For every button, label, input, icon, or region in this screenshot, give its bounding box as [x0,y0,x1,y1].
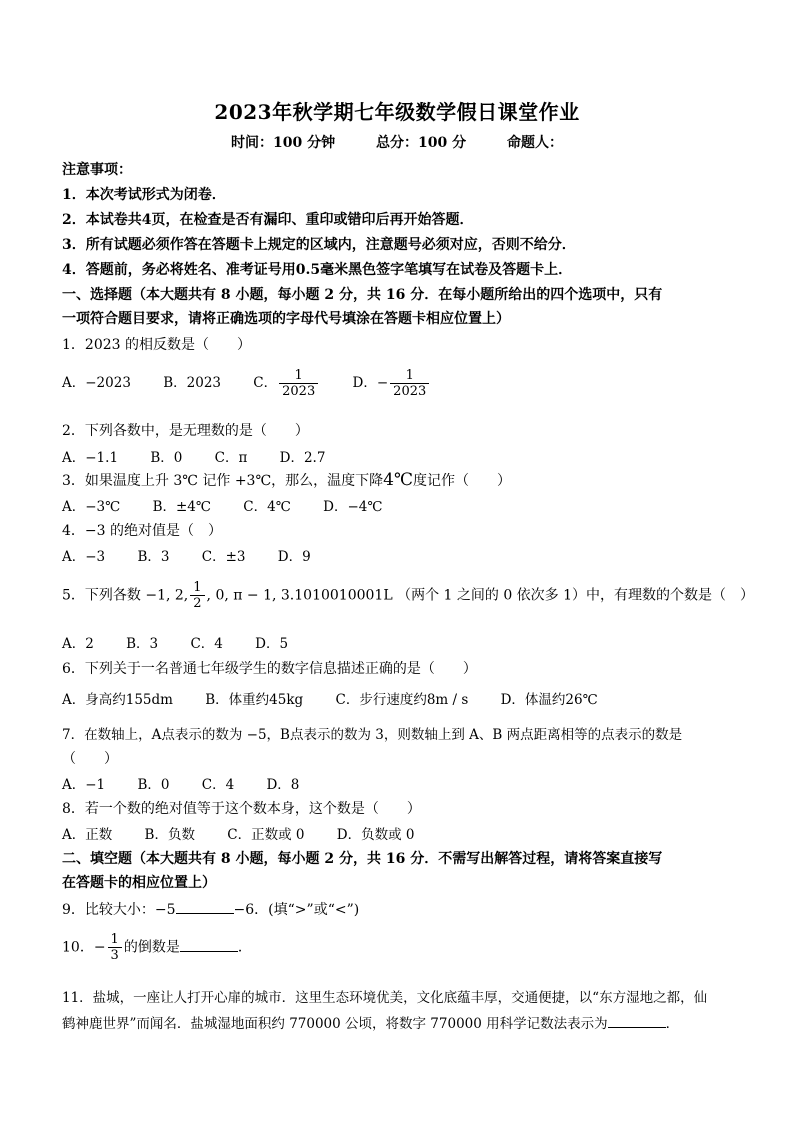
q1-option-c-fraction [279,368,318,399]
q1-option-c-label: C． [253,375,278,391]
q5-option-c: C．4 [190,636,223,652]
q1-option-d-label: D．− [352,375,389,391]
q5-option-a: A．2 [62,636,94,652]
q6-option-a: A．身高约155dm [62,692,173,708]
q7-stem: 7．在数轴上，A点表示的数为 −5，B点表示的数为 3，则数轴上到 A、B 两点距离相等的点表示的数是 [62,727,683,743]
q3-option-d: D．−4℃ [323,499,383,515]
note-item: 3．所有试题必须作答在答题卡上规定的区域内，注意题号必须对应，否则不给分． [62,237,576,253]
exam-score: 总分：100 分 [376,135,467,151]
q10-stem [62,932,742,963]
section2-heading-cont: 在答题卡的相应位置上） [62,875,216,891]
page-title: 2023年秋学期七年级数学假日课堂作业 [214,100,580,124]
fraction-denominator: 2023 [279,383,318,399]
q3-option-a: A．−3℃ [62,499,121,515]
q7-option-b: B．0 [137,777,170,793]
q3-option-b: B．±4℃ [152,499,211,515]
q7-options [62,773,742,793]
q11-stem-text: 鹤神鹿世界”而闻名．盐城湿地面积约 770000 公顷，将数字 770000 用科学记数法表示为 [62,1016,608,1032]
q2-option-b: B．0 [150,450,183,466]
q8-option-b: B．负数 [144,827,195,843]
note-item: 4．答题前，务必将姓名、准考证号用0.5毫米黑色签字笔填写在试卷及答题卡上． [62,262,573,278]
q2-option-d: D．2.7 [279,450,326,466]
q5-stem-start: 5．下列各数 −1, 2, [62,587,189,604]
q9-stem-start: 9．比较大小：−5 [62,902,176,918]
q2-option-a: A．−1.1 [62,450,119,466]
q8-option-a: A．正数 [62,827,113,843]
section2-heading: 二、填空题（本大题共有 8 小题，每小题 2 分，共 16 分．不需写出解答过程，请将答案直接写 [62,851,663,867]
q3-option-c: C．4℃ [243,499,291,515]
q6-option-d: D．体温约26℃ [500,692,598,708]
q10-suffix: 的倒数是 [123,939,180,956]
q1-stem: 1．2023 的相反数是（ ） [62,337,251,353]
note-item: 1．本次考试形式为闭卷． [62,187,226,203]
fraction-numerator: 1 [294,368,303,383]
exam-meta [0,132,794,152]
q5-options [62,632,742,652]
fraction-denominator: 2023 [390,383,429,399]
q9-stem-end: −6．(填“>”或“<”) [233,902,360,918]
q5-option-b: B．3 [126,636,159,652]
q5-fraction [190,580,204,611]
q4-option-b: B．3 [137,549,170,565]
fraction-numerator: 1 [405,368,414,383]
q7-option-c: C．4 [201,777,235,793]
q3-stem-temperature: 4℃ [383,470,413,490]
q8-options [62,823,742,843]
q10-end: ． [237,939,252,956]
q11-end: ． [665,1016,680,1032]
q7-option-d: D．8 [266,777,300,793]
q3-options [62,495,742,515]
q2-options [62,446,742,466]
q5-stem [62,580,755,611]
q9-answer-blank[interactable] [176,901,234,914]
q4-stem: 4．−3 的绝对值是（ ） [62,523,222,539]
q1-option-b: B．2023 [163,375,221,391]
note-item: 2．本试卷共4页，在检查是否有漏印、重印或错印后再开始答题． [62,212,474,228]
q9-stem [62,899,742,919]
fraction-denominator: 3 [108,947,122,963]
q8-option-c: C．正数或 0 [227,827,305,843]
q3-stem-start: 3．如果温度上升 3℃ 记作 +3℃，那么，温度下降 [62,473,384,489]
q8-option-d: D．负数或 0 [336,827,415,843]
q1-options [62,368,742,399]
q1-option-c [253,368,320,399]
q5-option-d: D．5 [255,636,289,652]
exam-time: 时间：100 分钟 [231,135,336,151]
q1-option-d [353,368,432,399]
exam-author: 命题人： [506,135,563,151]
q3-stem-end: 度记作（ ） [412,473,511,489]
q4-options [62,545,742,565]
q3-stem [62,470,742,490]
fraction-numerator: 1 [110,932,119,947]
q4-option-d: D．9 [277,549,311,565]
q8-stem: 8．若一个数的绝对值等于这个数本身，这个数是（ ） [62,801,421,817]
q2-option-c: C．π [214,450,248,466]
notes-heading: 注意事项： [62,162,132,178]
q6-stem: 6．下列关于一名普通七年级学生的数字信息描述正确的是（ ） [62,661,477,677]
q11-stem-cont [62,1012,742,1032]
q6-option-b: B．体重约45kg [205,692,304,708]
q7-option-a: A．−1 [62,777,106,793]
q4-option-a: A．−3 [62,549,106,565]
q11-answer-blank[interactable] [608,1015,666,1028]
q1-option-d-fraction [390,368,429,399]
q5-stem-end: , 0, π − 1, 3.1010010001L （两个 1 之间的 0 依次多 1）中，有理数的个数是（ ） [206,587,755,604]
q6-options [62,688,742,708]
q10-answer-blank[interactable] [180,939,238,952]
q6-option-c: C．步行速度约8m / s [335,692,469,708]
q10-prefix: 10．− [62,939,106,956]
q2-stem: 2．下列各数中，是无理数的是（ ） [62,423,309,439]
fraction-denominator: 2 [190,595,204,611]
q11-stem: 11．盐城，一座让人打开心扉的城市．这里生态环境优美，文化底蕴丰厚，交通便捷，以“东方湿地之都，仙 [62,990,708,1006]
section1-heading: 一、选择题（本大题共有 8 小题，每小题 2 分，共 16 分．在每小题所给出的四个选项中，只有 [62,287,663,303]
q10-fraction [108,932,122,963]
q4-option-c: C．±3 [201,549,246,565]
section1-heading-cont: 一项符合题目要求，请将正确选项的字母代号填涂在答题卡相应位置上） [62,311,510,327]
q7-stem-cont: （ ） [62,751,118,767]
fraction-numerator: 1 [193,580,202,595]
q1-option-a: A．−2023 [62,375,131,391]
